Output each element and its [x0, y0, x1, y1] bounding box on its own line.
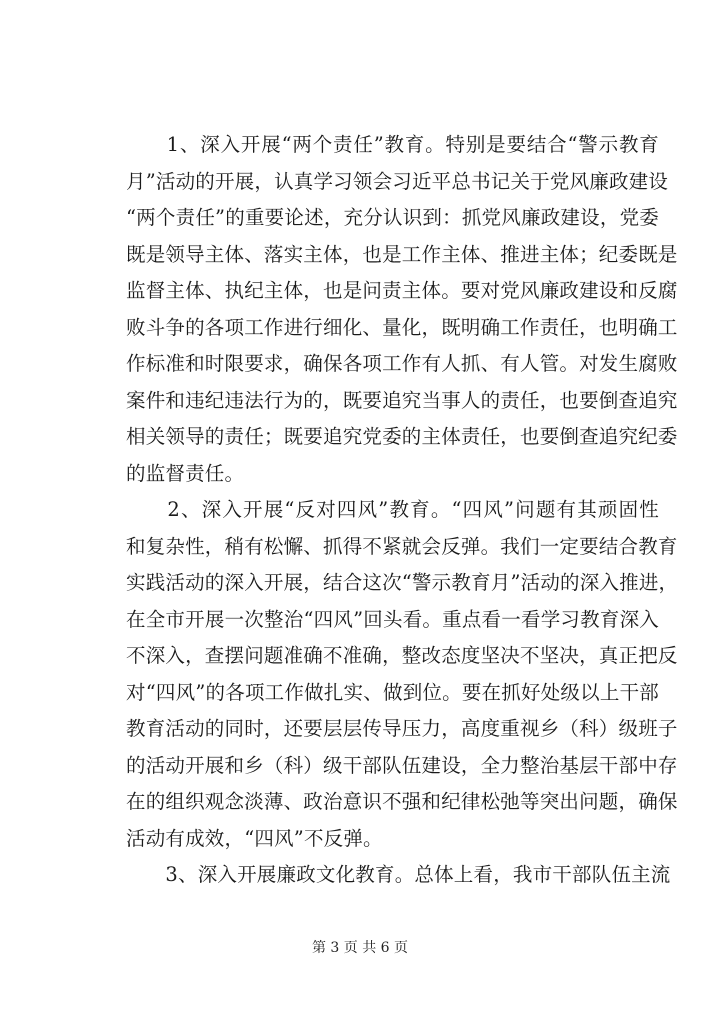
text-line: 月”活动的开展，认真学习领会习近平总书记关于党风廉政建设 [126, 169, 669, 193]
text-line: 活动有成效，“四风”不反弹。 [126, 826, 383, 850]
text-line: 实践活动的深入开展，结合这次“警示教育月”活动的深入推进， [126, 571, 679, 594]
text-line: 作标准和时限要求，确保各项工作有人抓、有人管。对发生腐败 [126, 352, 678, 375]
text-line: 败斗争的各项工作进行细化、量化，既明确工作责任，也明确工 [126, 315, 678, 339]
text-line: 监督主体、执纪主体，也是问责主体。要对党风廉政建设和反腐 [126, 279, 678, 302]
body-text [126, 127, 679, 894]
text-line: 的监督责任。 [126, 461, 245, 485]
text-line: 教育活动的同时，还要层层传导压力，高度重视乡（科）级班子 [126, 717, 678, 740]
text-line: 3、深入开展廉政文化教育。总体上看，我市干部队伍主流 [126, 863, 671, 886]
text-line: 的活动开展和乡（科）级干部队伍建设，全力整治基层干部中存 [126, 753, 678, 777]
page-footer [0, 937, 720, 957]
text-line: 在的组织观念淡薄、政治意识不强和纪律松弛等突出问题，确保 [126, 790, 678, 813]
text-line: 在全市开展一次整治“四风”回头看。重点看一看学习教育深入 [126, 607, 659, 631]
text-line: 2、深入开展“反对四风”教育。“四风”问题有其顽固性 [126, 498, 659, 521]
page-number-label: 第 3 页 共 6 页 [311, 940, 409, 956]
paragraph-3 [126, 857, 671, 894]
text-line: 对“四风”的各项工作做扎实、做到位。要在抓好处级以上干部 [126, 680, 659, 704]
text-line: 1、深入开展“两个责任”教育。特别是要结合“警示教育 [126, 133, 659, 156]
text-line: 案件和违纪违法行为的，既要追究当事人的责任，也要倒查追究 [126, 388, 678, 412]
text-line: “两个责任”的重要论述，充分认识到：抓党风廉政建设，党委 [126, 206, 659, 229]
text-line: 既是领导主体、落实主体，也是工作主体、推进主体；纪委既是 [126, 242, 678, 266]
text-line: 和复杂性，稍有松懈、抓得不紧就会反弹。我们一定要结合教育 [126, 534, 678, 558]
paragraph-2 [126, 492, 679, 857]
text-line: 相关领导的责任；既要追究党委的主体责任，也要倒查追究纪委 [126, 425, 678, 448]
paragraph-1 [126, 127, 678, 492]
text-line: 不深入，查摆问题准确不准确，整改态度坚决不坚决，真正把反 [126, 644, 678, 667]
